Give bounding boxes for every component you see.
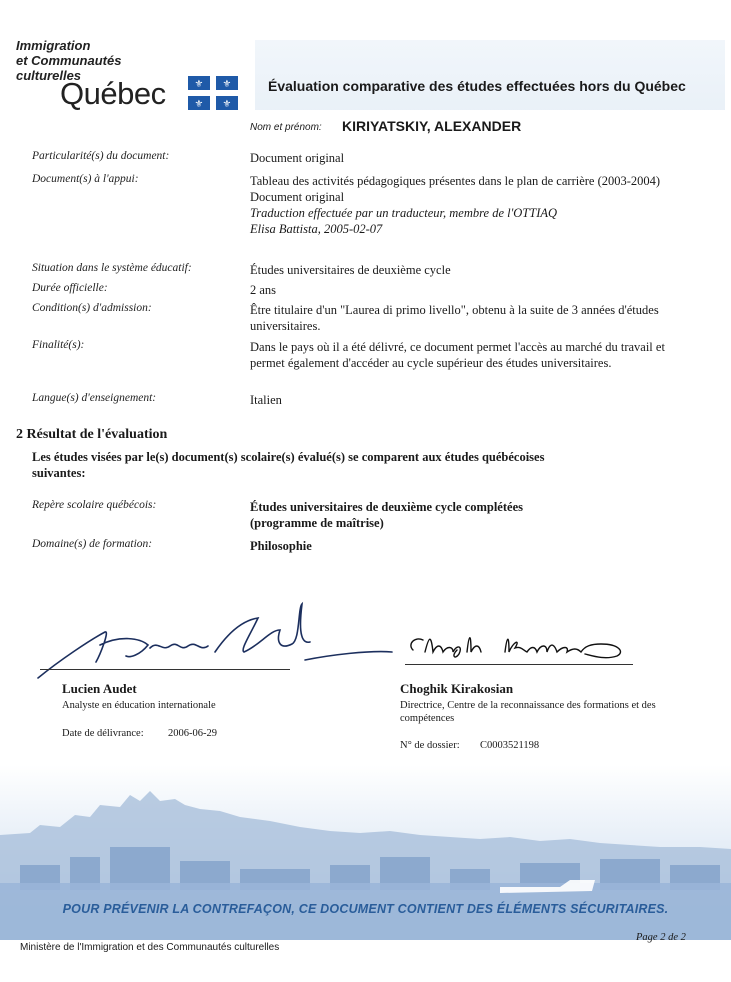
langue-value: Italien xyxy=(250,393,282,407)
svg-text:⚜: ⚜ xyxy=(194,99,204,110)
signatory-right-title: Directrice, Centre de la reconnaissance des formations et des compétences xyxy=(400,700,656,724)
document-title: Évaluation comparative des études effectuées hors du Québec xyxy=(268,78,686,94)
name-label: Nom et prénom: xyxy=(250,122,322,133)
finalite-label: Finalité(s): xyxy=(32,339,85,351)
signature-line-right xyxy=(405,664,633,665)
documents-label: Document(s) à l'appui: xyxy=(32,173,139,185)
issue-date-label: Date de délivrance: xyxy=(62,728,144,739)
page-number: Page 2 de 2 xyxy=(636,932,686,943)
signature-line-left xyxy=(40,669,290,670)
svg-text:⚜: ⚜ xyxy=(194,79,204,90)
documents-value xyxy=(250,173,670,237)
domaine-label: Domaine(s) de formation: xyxy=(32,538,153,550)
particularite-value: Document original xyxy=(250,151,345,165)
ministry-line-1: Immigration xyxy=(16,38,91,53)
langue-label: Langue(s) d'enseignement: xyxy=(32,392,157,404)
ministry-line-3: culturelles xyxy=(16,68,82,83)
duree-value: 2 ans xyxy=(250,283,277,297)
documents-line-4: Elisa Battista, 2005-02-07 xyxy=(250,222,383,236)
documents-line-3: Traduction effectuée par un traducteur, membre de l'OTTIAQ xyxy=(250,206,558,220)
svg-text:⚜: ⚜ xyxy=(222,79,232,90)
situation-label: Situation dans le système éducatif: xyxy=(32,262,192,274)
svg-text:⚜: ⚜ xyxy=(222,99,232,110)
duree-label: Durée officielle: xyxy=(32,282,108,294)
security-notice: POUR PRÉVENIR LA CONTREFAÇON, CE DOCUMENT CONTIENT DES ÉLÉMENTS SÉCURITAIRES. xyxy=(62,902,669,916)
section-title: 2 Résultat de l'évaluation xyxy=(16,427,168,442)
footer-ministry: Ministère de l'Immigration et des Communautés culturelles xyxy=(20,942,280,953)
ministry-line-2: et Communautés xyxy=(16,53,122,68)
name-value: KIRIYATSKIY, ALEXANDER xyxy=(342,118,522,134)
signatory-right-name: Choghik Kirakosian xyxy=(400,681,514,696)
signatory-left-title: Analyste en éducation internationale xyxy=(62,700,216,711)
file-number-label: N° de dossier: xyxy=(400,740,460,751)
finalite-value: Dans le pays où il a été délivré, ce document permet l'accès au marché du travail et permet également d'accéder au cycle supérieur des études universitaires. xyxy=(250,340,665,370)
signature-left-image xyxy=(30,600,400,680)
repere-line-1: Études universitaires de deuxième cycle complétées xyxy=(250,500,523,514)
quebec-flag-icon xyxy=(188,76,238,110)
admission-label: Condition(s) d'admission: xyxy=(32,302,152,314)
particularite-label: Particularité(s) du document: xyxy=(32,150,170,162)
repere-value xyxy=(250,499,670,531)
situation-value: Études universitaires de deuxième cycle xyxy=(250,263,451,277)
admission-value: Être titulaire d'un "Laurea di primo livello", obtenu à la suite de 3 années d'études universitaires. xyxy=(250,303,659,333)
signatory-left-name: Lucien Audet xyxy=(62,681,137,696)
header-band xyxy=(255,40,725,110)
repere-line-2: (programme de maîtrise) xyxy=(250,516,384,530)
signature-right-image xyxy=(405,626,635,662)
repere-label: Repère scolaire québécois: xyxy=(32,499,157,511)
quebec-wordmark: Québec xyxy=(60,76,166,111)
documents-line-1: Tableau des activités pédagogiques présentes dans le plan de carrière (2003-2004) xyxy=(250,174,661,188)
section-intro: Les études visées par le(s) document(s) scolaire(s) évalué(s) se comparent aux études québécoises suivantes: xyxy=(32,450,545,480)
domaine-value: Philosophie xyxy=(250,539,312,553)
issue-date-value: 2006-06-29 xyxy=(168,728,217,739)
file-number-value: C0003521198 xyxy=(480,740,540,751)
documents-line-2: Document original xyxy=(250,190,345,204)
